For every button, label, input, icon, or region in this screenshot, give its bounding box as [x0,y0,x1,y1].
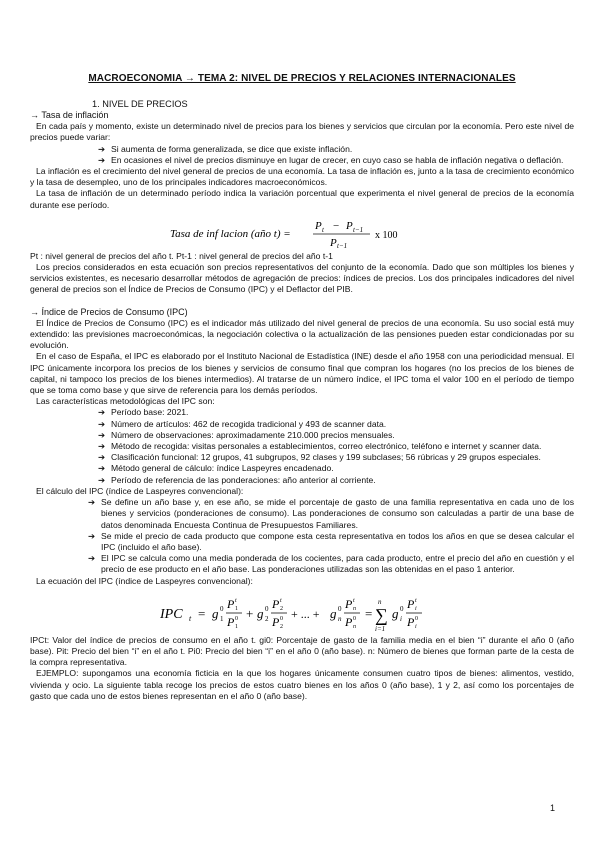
list-item: ➔ Número de observaciones: aproximadamente 210.000 precios mensuales. [98,429,395,440]
list-item: ➔ En ocasiones el nivel de precios disminuye en lugar de crecer, en cuyo caso se habla de inflación negativa o deflación. [98,154,564,165]
list-item: ➔ Período de referencia de las ponderaciones: año anterior al corriente. [98,474,376,485]
svg-text:−: − [333,219,340,232]
formula-lhs: Tasa de inf lacion (año t) = [170,227,291,240]
svg-text:i: i [400,614,402,623]
svg-text:P: P [315,219,322,232]
svg-text:P: P [407,614,415,629]
svg-text:x 100: x 100 [375,229,398,241]
arrow-icon: ➔ [88,530,96,541]
svg-text:0: 0 [280,615,283,622]
svg-text:t: t [280,597,282,604]
paragraph: Los precios considerados en esta ecuación son precios representativos del conjunto de la economía. Dado que son múltiples los bienes y servicios existentes, es necesario desarrollar métodos de agregación de precios: índices de precios. Los dos principales indicadores del nivel general de precios son el Índice de Precios de Consumo (IPC) y el Deflactor del PIB. [30,262,574,295]
svg-text:t: t [322,225,324,234]
svg-text:g: g [392,605,399,621]
svg-text:P: P [330,236,337,249]
formula-ipc-image [160,593,460,635]
svg-text:n: n [378,597,382,606]
list-item: ➔ Se mide el precio de cada producto que compone esta cesta representativa en todos los años en que se desea calcular el IPC (incluido el año base). [88,530,574,552]
svg-text:t: t [189,613,192,623]
svg-text:n: n [338,614,342,623]
svg-text:∑: ∑ [375,604,388,625]
svg-text:0: 0 [415,615,418,622]
paragraph: La tasa de inflación de un determinado período indica la variación porcentual que experimenta el nivel general de precios de la economía durante ese período. [30,188,574,210]
svg-text:0: 0 [353,615,356,622]
formula-ipc [30,593,574,633]
svg-text:g: g [330,605,337,621]
svg-text:1: 1 [220,614,224,623]
arrow-icon: ➔ [98,429,106,440]
list-item: ➔ Método de recogida: visitas personales a establecimientos, correo electrónico, teléfono e internet y scanner data. [98,441,542,452]
svg-text:n: n [353,605,356,612]
formula-tasa-inflacion [30,217,574,247]
document-body [30,110,574,702]
svg-text:=: = [365,605,373,621]
bullet-list-inflacion [30,144,574,166]
arrow-icon: ➔ [98,418,106,429]
paragraph: La ecuación del IPC (índice de Laspeyres convencional): [36,575,253,586]
document-title: MACROECONOMIA → TEMA 2: NIVEL DE PRECIOS Y RELACIONES INTERNACIONALES [88,73,516,84]
arrow-icon: ➔ [88,497,96,508]
arrow-icon: ➔ [98,474,106,485]
svg-text:1: 1 [235,605,238,612]
svg-text:2: 2 [280,623,283,630]
paragraph-ejemplo: EJEMPLO: supongamos una economía ficticia en la que los hogares únicamente consumen cuatro tipos de bienes: alimentos, vestido, vivienda y ocio. La siguiente tabla recoge los precios de estos cuatro bienes en los años 0 (año base), 1 y 2, así como los porcentajes de gasto que cada uno de estos bienes representan en el año 0 (año base). [30,668,574,701]
svg-text:P: P [346,219,353,232]
arrow-icon: ➔ [98,441,106,452]
svg-text:2: 2 [265,614,269,623]
svg-text:0: 0 [220,604,224,613]
svg-text:n: n [353,623,356,630]
list-item: ➔ Se define un año base y, en ese año, se mide el porcentaje de gasto de una familia representativa en cada uno de los bienes y servicios (ponderaciones de consumo). Las ponderaciones de consumo son calculadas a partir de una base de datos denominada Encuesta Continua de Presupuestos Familiares. [88,497,574,530]
svg-text:P: P [345,596,353,611]
paragraph: La inflación es el crecimiento del nivel general de precios de una economía. La tasa de inflación es, junto a la tasa de crecimiento económico y la tasa de desempleo, uno de los principales indicadores macroeconómicos. [30,166,574,188]
paragraph: El cálculo del IPC (índice de Laspeyres convencional): [36,485,244,496]
svg-text:t: t [415,597,417,604]
arrow-icon: ➔ [98,154,106,165]
svg-text:0: 0 [400,604,404,613]
svg-text:t: t [353,597,355,604]
svg-text:g: g [257,605,264,621]
arrow-icon: ➔ [98,143,106,154]
svg-text:P: P [227,614,235,629]
arrow-icon: ➔ [98,463,106,474]
svg-text:t: t [235,597,237,604]
svg-text:IPC: IPC [160,606,183,622]
subheading-ipc: → Índice de Precios de Consumo (IPC) [30,306,188,317]
list-item: ➔ Clasificación funcional: 12 grupos, 41 subgrupos, 92 clases y 199 subclases; 56 rúbricas y 29 grupos especiales. [98,452,541,463]
svg-text:0: 0 [338,604,342,613]
list-item: ➔ Si aumenta de forma generalizada, se dice que existe inflación. [98,143,353,154]
arrow-icon: ➔ [98,407,106,418]
paragraph: En cada país y momento, existe un determinado nivel de precios para los bienes y servicios que circulan por la economía. Pero este nivel de precios puede variar: [30,121,574,143]
svg-text:i: i [415,623,417,630]
bullet-list-calculo [30,497,574,575]
paragraph: En el caso de España, el IPC es elaborado por el Instituto Nacional de Estadística (INE) desde el año 1958 con una periodicidad mensual. El IPC únicamente incorpora los precios de los bienes y servicios de consumo final que compran los hogares (no los precios de los bienes de capital, ni tampoco los precios de los bienes intermedios). Al tratarse de un número índice, el IPC toma el valor 100 en el período de tiempo que se toma como base y que sirve de referencia para los demás períodos. [30,351,574,396]
list-item: ➔ Método general de cálculo: índice Laspeyres encadenado. [98,463,334,474]
svg-text:P: P [345,614,353,629]
svg-text:=: = [198,605,206,621]
svg-text:P: P [272,614,280,629]
svg-text:1: 1 [235,623,238,630]
svg-text:t−1: t−1 [337,241,348,249]
arrow-icon: ➔ [88,553,96,564]
svg-text:2: 2 [280,605,283,612]
svg-text:g: g [212,605,219,621]
svg-text:+ ... +: + ... + [291,606,320,621]
list-item: ➔ Número de artículos: 462 de recogida tradicional y 493 de scanner data. [98,418,387,429]
arrow-icon: ➔ [98,452,106,463]
svg-text:+: + [246,605,254,621]
svg-text:P: P [227,596,235,611]
svg-text:i=1: i=1 [375,624,386,633]
section-heading-nivel-precios: 1. NIVEL DE PRECIOS [92,99,188,109]
formula-image [170,217,430,249]
svg-text:0: 0 [265,604,269,613]
paragraph-variables: IPCt: Valor del índice de precios de consumo en el año t. gi0: Porcentaje de gasto de la familia media en el bien “i” durante el año 0 (año base). Pit: Precio del bien “i” en el año t. Pi0: Precio del bien “i” en el año 0 (año base). n: Número de bienes que forman parte de la cesta de la compra representativa. [30,634,574,668]
bullet-list-caracteristicas [30,407,574,485]
svg-text:P: P [407,596,415,611]
svg-text:P: P [272,596,280,611]
paragraph-definiciones: Pt : nivel general de precios del año t. Pt-1 : nivel general de precios del año t-1 [30,250,333,261]
paragraph: El Índice de Precios de Consumo (IPC) es el indicador más utilizado del nivel general de precios de una economía. Su uso social está muy extendido: las previsiones macroeconómicas, la negociación colectiva o la actualización de las pensiones pueden estar condicionadas por su evolución. [30,317,574,351]
list-item: ➔ El IPC se calcula como una media ponderada de los cocientes, para cada producto, entre el precio del año en cuestión y el precio de ese producto en el año base. Las ponderaciones utilizadas son las obtenidas en el paso 1 anterior. [88,553,574,575]
paragraph: Las características metodológicas del IPC son: [36,396,215,407]
subheading-tasa-inflacion: → Tasa de inflación [30,110,109,120]
svg-text:i: i [415,605,417,612]
list-item: ➔ Período base: 2021. [98,407,189,418]
page-number: 1 [550,803,556,813]
svg-text:0: 0 [235,615,238,622]
svg-text:t−1: t−1 [353,225,364,234]
